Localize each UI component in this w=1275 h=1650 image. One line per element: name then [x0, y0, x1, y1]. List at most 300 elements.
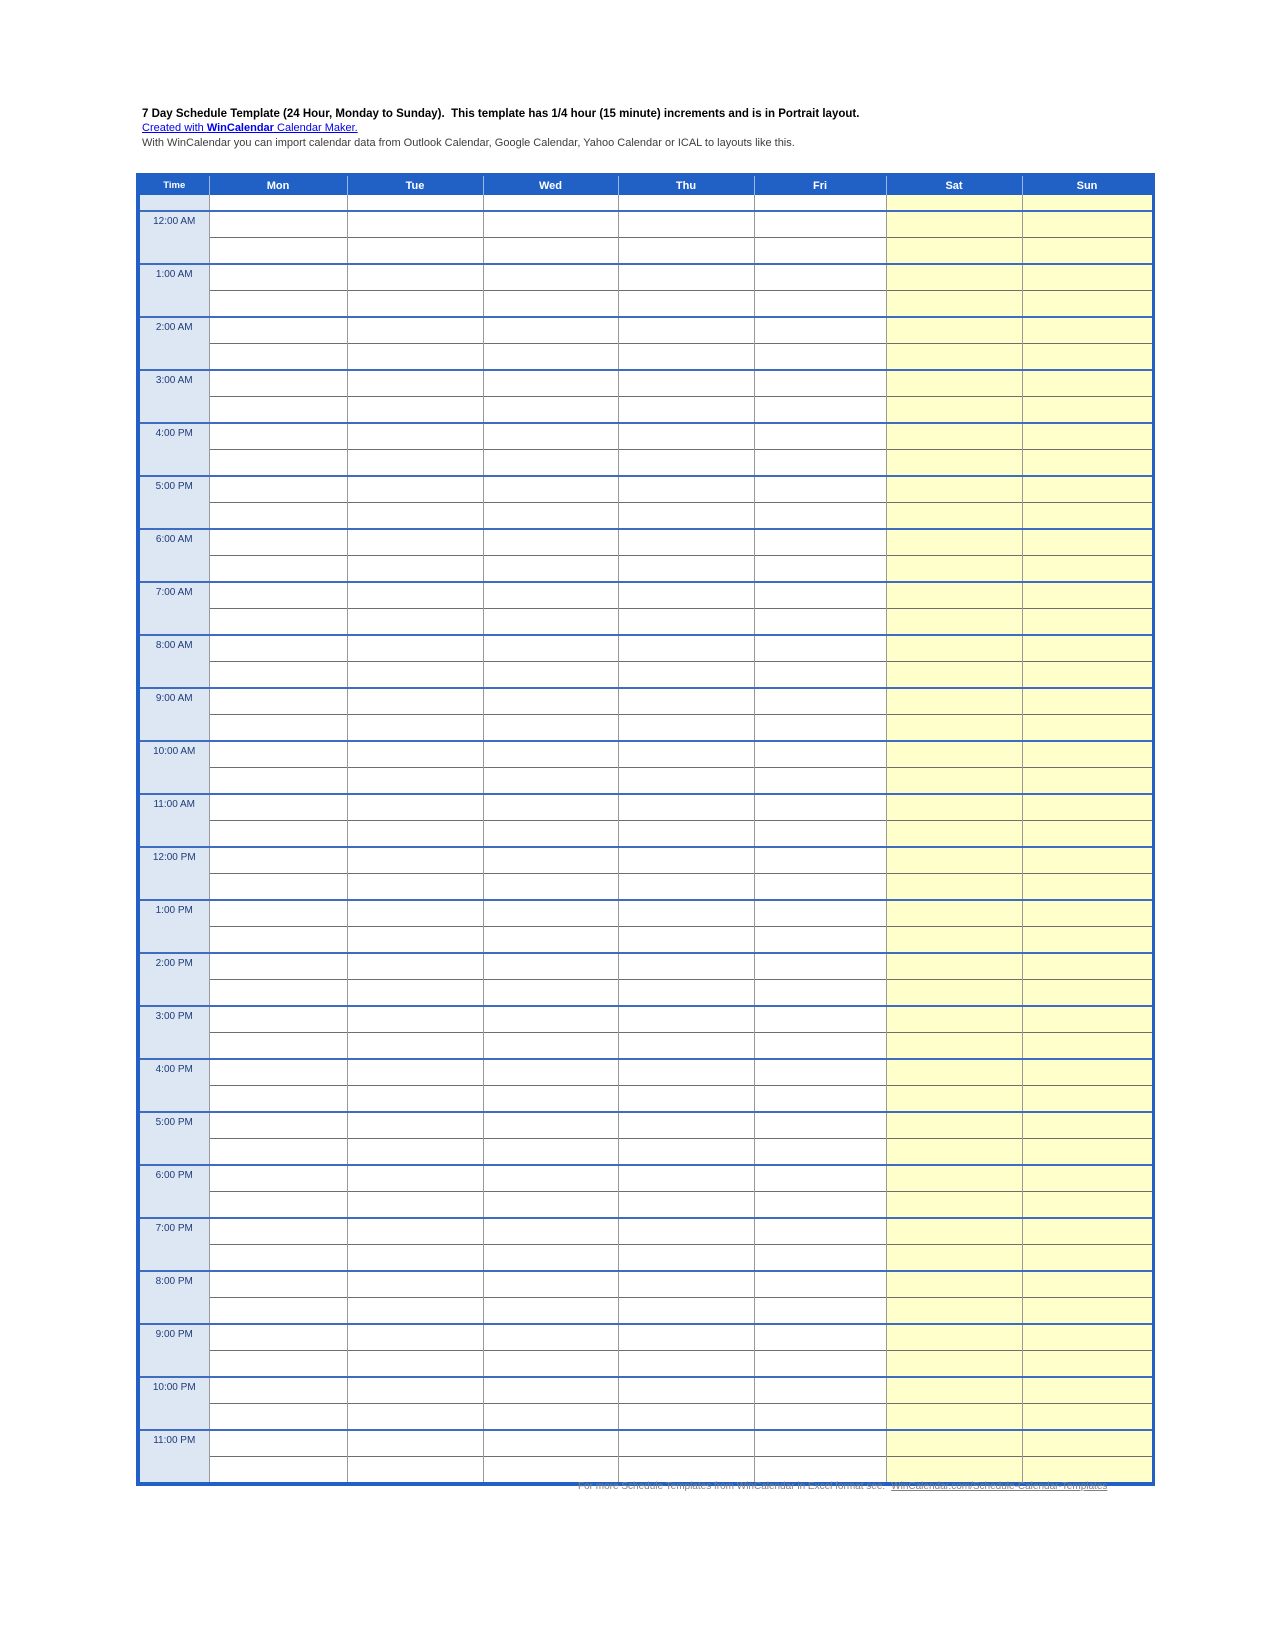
schedule-cell: [618, 768, 754, 795]
hour-row: [138, 1377, 1153, 1404]
hour-row: [138, 741, 1153, 768]
schedule-cell: [886, 1006, 1022, 1033]
schedule-cell: [618, 1271, 754, 1298]
schedule-cell: [754, 635, 886, 662]
schedule-cell: [618, 1112, 754, 1139]
hour-row: [138, 370, 1153, 397]
schedule-cell: [618, 927, 754, 954]
schedule-cell: [618, 821, 754, 848]
schedule-cell: [754, 317, 886, 344]
time-slot-label: 2:00 AM: [138, 317, 209, 370]
half-hour-row: [138, 1086, 1153, 1113]
schedule-cell: [886, 1139, 1022, 1166]
schedule-cell: [347, 715, 483, 742]
footer-text: For more Schedule Templates from WinCalendar in Excel format see:: [578, 1481, 886, 1492]
schedule-cell: [618, 1139, 754, 1166]
schedule-cell: [483, 821, 618, 848]
schedule-cell: [347, 794, 483, 821]
schedule-cell: [754, 662, 886, 689]
hour-row: [138, 847, 1153, 874]
schedule-cell: [347, 529, 483, 556]
schedule-cell: [483, 662, 618, 689]
schedule-cell: [618, 291, 754, 318]
schedule-cell: [886, 768, 1022, 795]
time-slot-label: 3:00 PM: [138, 1006, 209, 1059]
schedule-cell: [886, 264, 1022, 291]
schedule-cell: [483, 1351, 618, 1378]
schedule-cell: [754, 211, 886, 238]
schedule-cell: [209, 1112, 347, 1139]
schedule-cell: [754, 1377, 886, 1404]
schedule-cell: [618, 529, 754, 556]
schedule-cell: [483, 1245, 618, 1272]
schedule-cell: [483, 1165, 618, 1192]
schedule-cell: [483, 1112, 618, 1139]
schedule-cell: [209, 370, 347, 397]
schedule-cell: [483, 344, 618, 371]
time-slot-label: 11:00 PM: [138, 1430, 209, 1484]
schedule-cell: [886, 529, 1022, 556]
schedule-cell: [618, 1298, 754, 1325]
schedule-cell: [754, 1192, 886, 1219]
half-hour-row: [138, 344, 1153, 371]
schedule-cell: [1022, 238, 1153, 265]
schedule-cell: [1022, 821, 1153, 848]
schedule-cell: [886, 582, 1022, 609]
schedule-cell: [347, 1086, 483, 1113]
schedule-cell: [347, 1112, 483, 1139]
schedule-cell: [754, 794, 886, 821]
half-hour-row: [138, 927, 1153, 954]
schedule-cell: [209, 609, 347, 636]
half-hour-row: [138, 1139, 1153, 1166]
schedule-cell: [483, 1271, 618, 1298]
half-hour-row: [138, 503, 1153, 530]
schedule-cell: [347, 450, 483, 477]
schedule-cell: [754, 1430, 886, 1457]
schedule-cell: [209, 1377, 347, 1404]
schedule-cell: [209, 195, 347, 211]
schedule-cell: [347, 688, 483, 715]
schedule-cell: [347, 1033, 483, 1060]
schedule-cell: [886, 556, 1022, 583]
schedule-cell: [886, 317, 1022, 344]
schedule-cell: [754, 1006, 886, 1033]
schedule-cell: [1022, 874, 1153, 901]
hour-row: [138, 1165, 1153, 1192]
schedule-cell: [347, 927, 483, 954]
schedule-cell: [347, 635, 483, 662]
schedule-cell: [618, 662, 754, 689]
schedule-cell: [886, 609, 1022, 636]
time-slot-label: 1:00 PM: [138, 900, 209, 953]
hour-row: [138, 264, 1153, 291]
schedule-cell: [209, 1430, 347, 1457]
schedule-cell: [1022, 370, 1153, 397]
hour-row: [138, 211, 1153, 238]
schedule-cell: [754, 980, 886, 1007]
schedule-cell: [754, 1086, 886, 1113]
time-slot-label: 1:00 AM: [138, 264, 209, 317]
schedule-cell: [886, 344, 1022, 371]
schedule-cell: [1022, 1112, 1153, 1139]
created-with-wincalendar-link[interactable]: [142, 121, 859, 135]
schedule-cell: [483, 450, 618, 477]
schedule-cell: [483, 1059, 618, 1086]
schedule-cell: [483, 927, 618, 954]
schedule-cell: [618, 1006, 754, 1033]
schedule-cell: [754, 397, 886, 424]
schedule-cell: [754, 1457, 886, 1485]
schedule-cell: [1022, 264, 1153, 291]
schedule-cell: [618, 794, 754, 821]
schedule-cell: [209, 980, 347, 1007]
hour-row: [138, 1271, 1153, 1298]
schedule-cell: [1022, 503, 1153, 530]
schedule-cell: [1022, 556, 1153, 583]
schedule-cell: [483, 1324, 618, 1351]
schedule-cell: [483, 609, 618, 636]
schedule-cell: [886, 847, 1022, 874]
schedule-cell: [1022, 900, 1153, 927]
schedule-cell: [209, 264, 347, 291]
schedule-cell: [483, 423, 618, 450]
schedule-cell: [1022, 609, 1153, 636]
schedule-cell: [1022, 529, 1153, 556]
schedule-cell: [483, 1033, 618, 1060]
schedule-cell: [754, 1324, 886, 1351]
schedule-cell: [1022, 1165, 1153, 1192]
schedule-cell: [886, 1086, 1022, 1113]
half-hour-row: [138, 874, 1153, 901]
half-hour-row: [138, 1192, 1153, 1219]
schedule-cell: [209, 423, 347, 450]
half-hour-row: [138, 1033, 1153, 1060]
schedule-cell: [1022, 715, 1153, 742]
schedule-cell: [618, 211, 754, 238]
schedule-cell: [886, 794, 1022, 821]
schedule-cell: [1022, 1271, 1153, 1298]
schedule-cell: [618, 1165, 754, 1192]
schedule-cell: [347, 609, 483, 636]
schedule-cell: [347, 370, 483, 397]
schedule-cell: [209, 1404, 347, 1431]
schedule-cell: [483, 503, 618, 530]
schedule-cell: [754, 1271, 886, 1298]
time-slot-label: 4:00 PM: [138, 1059, 209, 1112]
schedule-cell: [886, 1457, 1022, 1485]
schedule-cell: [347, 1271, 483, 1298]
schedule-cell: [483, 1457, 618, 1485]
schedule-cell: [754, 344, 886, 371]
half-hour-row: [138, 1351, 1153, 1378]
time-slot-label: 12:00 AM: [138, 211, 209, 264]
day-header-sun: Sun: [1022, 175, 1153, 196]
schedule-cell: [1022, 344, 1153, 371]
schedule-cell: [754, 768, 886, 795]
schedule-cell: [1022, 794, 1153, 821]
schedule-cell: [483, 582, 618, 609]
time-slot-label: 8:00 AM: [138, 635, 209, 688]
wincalendar-brand: WinCalendar: [206, 122, 274, 134]
schedule-cell: [347, 264, 483, 291]
schedule-cell: [886, 291, 1022, 318]
time-slot-label: 10:00 PM: [138, 1377, 209, 1430]
schedule-cell: [209, 741, 347, 768]
schedule-cell: [483, 1086, 618, 1113]
schedule-cell: [886, 1112, 1022, 1139]
day-header-fri: Fri: [754, 175, 886, 196]
schedule-cell: [209, 450, 347, 477]
schedule-cell: [1022, 450, 1153, 477]
time-slot-label: 6:00 PM: [138, 1165, 209, 1218]
schedule-cell: [483, 741, 618, 768]
schedule-cell: [209, 847, 347, 874]
schedule-cell: [886, 423, 1022, 450]
schedule-cell: [886, 980, 1022, 1007]
schedule-cell: [886, 1351, 1022, 1378]
time-slot-label: 8:00 PM: [138, 1271, 209, 1324]
hour-row: [138, 476, 1153, 503]
schedule-cell: [618, 1324, 754, 1351]
schedule-cell: [483, 476, 618, 503]
schedule-cell: [754, 1033, 886, 1060]
schedule-cell: [886, 195, 1022, 211]
schedule-cell: [209, 794, 347, 821]
half-hour-row: [138, 662, 1153, 689]
schedule-cell: [483, 370, 618, 397]
schedule-cell: [886, 503, 1022, 530]
schedule-cell: [483, 688, 618, 715]
schedule-cell: [483, 980, 618, 1007]
schedule-cell: [618, 264, 754, 291]
schedule-cell: [1022, 847, 1153, 874]
schedule-cell: [754, 741, 886, 768]
schedule-cell: [1022, 1006, 1153, 1033]
schedule-cell: [483, 715, 618, 742]
import-info-text: With WinCalendar you can import calendar data from Outlook Calendar, Google Calendar, Yahoo Calendar or ICAL to layouts like this.: [142, 137, 795, 149]
header-row: [138, 175, 1153, 196]
schedule-cell: [618, 1430, 754, 1457]
time-slot-label: 7:00 AM: [138, 582, 209, 635]
schedule-cell: [886, 370, 1022, 397]
schedule-cell: [754, 582, 886, 609]
footer: [578, 1481, 1107, 1492]
schedule-cell: [618, 450, 754, 477]
schedule-cell: [483, 397, 618, 424]
schedule-cell: [754, 847, 886, 874]
half-hour-row: [138, 556, 1153, 583]
schedule-cell: [347, 953, 483, 980]
schedule-cell: [754, 953, 886, 980]
schedule-cell: [483, 1430, 618, 1457]
schedule-cell: [754, 900, 886, 927]
schedule-cell: [483, 874, 618, 901]
hour-row: [138, 953, 1153, 980]
schedule-cell: [483, 1218, 618, 1245]
schedule-cell: [618, 635, 754, 662]
day-header-tue: Tue: [347, 175, 483, 196]
schedule-cell: [754, 821, 886, 848]
schedule-cell: [1022, 1298, 1153, 1325]
schedule-cell: [754, 927, 886, 954]
schedule-cell: [1022, 741, 1153, 768]
schedule-cell: [347, 1351, 483, 1378]
schedule-cell: [618, 238, 754, 265]
time-slot-label: 9:00 AM: [138, 688, 209, 741]
schedule-cell: [347, 423, 483, 450]
schedule-cell: [483, 1377, 618, 1404]
schedule-cell: [886, 1404, 1022, 1431]
schedule-cell: [209, 476, 347, 503]
schedule-cell: [347, 503, 483, 530]
schedule-cell: [483, 1404, 618, 1431]
schedule-cell: [347, 1324, 483, 1351]
schedule-cell: [1022, 768, 1153, 795]
schedule-cell: [754, 688, 886, 715]
schedule-cell: [886, 900, 1022, 927]
hour-row: [138, 900, 1153, 927]
spacer-row: [138, 195, 1153, 211]
schedule-cell: [754, 450, 886, 477]
schedule-cell: [886, 715, 1022, 742]
schedule-cell: [209, 1245, 347, 1272]
schedule-cell: [754, 1245, 886, 1272]
footer-link[interactable]: WinCalendar.com/Schedule-Calendar-Templates: [891, 1481, 1108, 1492]
schedule-cell: [209, 874, 347, 901]
schedule-cell: [347, 1192, 483, 1219]
schedule-cell: [618, 1033, 754, 1060]
schedule-cell: [754, 370, 886, 397]
schedule-table: [136, 173, 1155, 1486]
schedule-cell: [618, 1245, 754, 1272]
schedule-cell: [618, 582, 754, 609]
hour-row: [138, 1059, 1153, 1086]
schedule-cell: [209, 715, 347, 742]
schedule-cell: [1022, 195, 1153, 211]
schedule-cell: [347, 1430, 483, 1457]
schedule-cell: [483, 1192, 618, 1219]
schedule-cell: [886, 635, 1022, 662]
schedule-cell: [886, 1271, 1022, 1298]
day-header-mon: Mon: [209, 175, 347, 196]
schedule-cell: [618, 317, 754, 344]
schedule-cell: [618, 1404, 754, 1431]
schedule-cell: [209, 635, 347, 662]
schedule-cell: [618, 1059, 754, 1086]
schedule-cell: [209, 344, 347, 371]
schedule-cell: [209, 900, 347, 927]
schedule-cell: [754, 476, 886, 503]
hour-row: [138, 582, 1153, 609]
title-block: [142, 107, 859, 150]
schedule-cell: [886, 238, 1022, 265]
hour-row: [138, 1006, 1153, 1033]
schedule-cell: [1022, 582, 1153, 609]
schedule-cell: [347, 741, 483, 768]
schedule-cell: [209, 662, 347, 689]
schedule-cell: [886, 1298, 1022, 1325]
schedule-cell: [209, 927, 347, 954]
schedule-cell: [209, 291, 347, 318]
schedule-cell: [209, 1218, 347, 1245]
schedule-cell: [209, 821, 347, 848]
schedule-cell: [1022, 1086, 1153, 1113]
schedule-cell: [483, 195, 618, 211]
schedule-cell: [347, 1377, 483, 1404]
schedule-cell: [347, 1218, 483, 1245]
schedule-cell: [1022, 291, 1153, 318]
schedule-cell: [1022, 1033, 1153, 1060]
schedule-cell: [618, 1457, 754, 1485]
schedule-cell: [754, 1351, 886, 1378]
schedule-cell: [347, 900, 483, 927]
schedule-cell: [483, 211, 618, 238]
schedule-cell: [754, 609, 886, 636]
half-hour-row: [138, 768, 1153, 795]
schedule-cell: [483, 900, 618, 927]
time-slot-label: 5:00 PM: [138, 1112, 209, 1165]
half-hour-row: [138, 1404, 1153, 1431]
time-column-header: Time: [138, 175, 209, 196]
schedule-cell: [618, 503, 754, 530]
schedule-cell: [754, 1218, 886, 1245]
schedule-cell: [347, 1404, 483, 1431]
schedule-cell: [886, 1192, 1022, 1219]
schedule-cell: [886, 662, 1022, 689]
schedule-cell: [618, 741, 754, 768]
schedule-cell: [754, 1165, 886, 1192]
schedule-cell: [886, 741, 1022, 768]
schedule-cell: [209, 1271, 347, 1298]
schedule-cell: [483, 529, 618, 556]
schedule-cell: [347, 344, 483, 371]
schedule-cell: [1022, 1377, 1153, 1404]
schedule-cell: [483, 847, 618, 874]
schedule-cell: [618, 980, 754, 1007]
schedule-cell: [886, 1218, 1022, 1245]
half-hour-row: [138, 397, 1153, 424]
schedule-cell: [886, 1377, 1022, 1404]
schedule-cell: [209, 1006, 347, 1033]
time-slot-label: 9:00 PM: [138, 1324, 209, 1377]
schedule-cell: [209, 529, 347, 556]
schedule-cell: [754, 503, 886, 530]
schedule-cell: [886, 476, 1022, 503]
schedule-cell: [886, 874, 1022, 901]
schedule-cell: [618, 900, 754, 927]
hour-row: [138, 794, 1153, 821]
schedule-cell: [347, 1059, 483, 1086]
schedule-cell: [618, 1351, 754, 1378]
schedule-cell: [886, 821, 1022, 848]
schedule-cell: [209, 1457, 347, 1485]
schedule-cell: [347, 476, 483, 503]
schedule-cell: [1022, 1139, 1153, 1166]
schedule-cell: [618, 1086, 754, 1113]
schedule-cell: [1022, 927, 1153, 954]
schedule-cell: [618, 476, 754, 503]
schedule-cell: [754, 1112, 886, 1139]
schedule-cell: [209, 556, 347, 583]
hour-row: [138, 423, 1153, 450]
schedule-cell: [483, 1006, 618, 1033]
half-hour-row: [138, 450, 1153, 477]
schedule-cell: [209, 1033, 347, 1060]
schedule-cell: [886, 211, 1022, 238]
half-hour-row: [138, 1457, 1153, 1485]
schedule-cell: [1022, 211, 1153, 238]
